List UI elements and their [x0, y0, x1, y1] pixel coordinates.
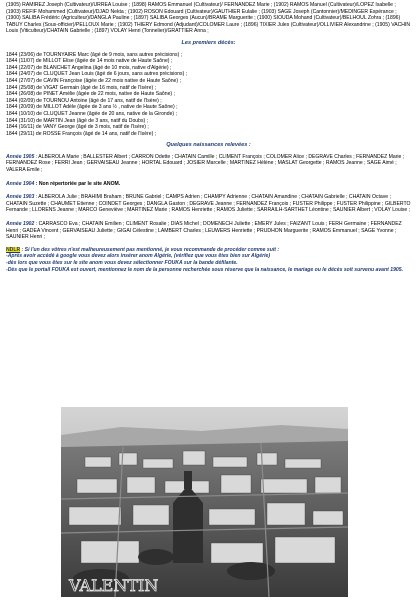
note-line: : Si l'un des vôtres n'est malheureusement pas mentionné, je vous recommande de procéder comme suit :	[20, 246, 280, 253]
year-label: Année 1904	[6, 180, 35, 187]
death-entry: 1844 (29/11) de ROSSE François (âgé de 14 ans, natif de l'Isère) ;	[6, 130, 157, 137]
births-text: : ALBEROLA Marie ; BALLESTER Albert ; CARRON Odette ; CHATAIN Camille ; CLIMENT François ; COLOMER Alice ; DEGRAVE Charles ; FERNANDEZ Marie ; FERNANDEZ Rose ; FERRI Jean ; GERVAISEAU Jeanne ; HORTAL Edouard ; JOSIER Marcelle ; MARTINEZ Hélène ; MASLAT Georgette ; RAMOS Jeanne ; SAGE Aimé ; VALERA Emile ;	[6, 153, 405, 174]
death-entry: 1844 (20/09) de MILLOT Adèle (âgée de 3 ans ½ , native de Haute Saône) ;	[6, 104, 178, 111]
births-paragraph-1904	[6, 181, 411, 188]
death-entry: 1844 (26/08) de PINET Amélie (âgée de 22 mois, native de Haute Saône) ;	[6, 91, 175, 98]
note-line: -dès lors que vous êtes sur le site anom vous devez sélectionner FOUKA sur la bande défilante.	[6, 260, 238, 266]
year-label: Année 1902	[6, 221, 35, 228]
marriages-list: (1905) RAMIREZ Joseph (Cultivateur)/URREA Louise ; (1898) RAMOS Emmanuel (Cultivateur)/ FERNANDEZ Marie ; (1902) RAMOS Manuel (Cultivateur)/LOPEZ Isabelle ; (1903) REFIF Mohammed (Cultivateur)/DJAD Nekta ; (1902) ROSON Edouard (Cultivateur)/GAUTHIER Eulalie ; (1903) SAGE Joseph (Cantonnier)/MEDINGER Espérance ; (1900) SALIBA Frédéric (Agriculteur)/DANGLA Pauline ; (1897) SALIBA Georges (Aucun)/BRAME Marguerite ; (1900) SIOUDA Mohand (Cultivateur)/BELHOUL Zohra ; (1896) TABUY Charles (Sous-officier)/PELLOUX Marie ; (1902) THIERY Edmond (Adjudant)/COLOMER Laure ; (1896) TIXIER Jules (Cultivateur)/OLLIVIER Alexandrine ; (1905) VACHIN Louis (Viticulteur)/CHATAIN Gabrielle ; (1897) VOLAY Henri (Tonnelier)/GRATTIER Anna ;	[6, 2, 411, 35]
aerial-town-photo	[61, 407, 348, 597]
death-entry: 1844 (10/10) de CLUQUET Jeanne (âgée de 20 ans, native de la Gironde) ;	[6, 110, 177, 117]
editor-note	[6, 247, 411, 273]
ndlr-label: NDLR	[6, 246, 21, 253]
death-entry: 1844 (16/11) de VANY George (âgé de 3 mois, natif de l'Isère) ;	[6, 124, 149, 131]
photo-watermark: VALENTIN	[69, 576, 159, 595]
year-label: Année 1905	[6, 153, 35, 160]
note-line: -Après avoir accédé à google vous devez alors insérer anom Algérie, (vérifiez que vous êtes bien sur Algérie)	[6, 253, 271, 260]
births-paragraph-1905	[6, 154, 411, 174]
deaths-heading: Les premiers décès:	[181, 39, 236, 46]
death-entry: 1844 (11/07) de MILLOT Elise (âgée de 14 mois native de Haute Saône) ;	[6, 58, 173, 65]
deaths-list	[6, 52, 411, 138]
death-entry: 1844 (25/08) de VIGAT Germain (âgé de 16 mois, natif de l'Isère) ;	[6, 84, 156, 91]
births-text: : CARRASCO Eva ; CHATAIN Emilien ; CLIMENT Rosalie ; DIAS Michel ; DOMENECH Juliette ; EMERY Jules ; FAIZANT Louis ; FERH Germaine ; FERNANDEZ Henri ; GADEA Vincent ; GERVAISEAU Juliette ; GIGAI Célestine ; LAMBERT Charles ; LEUWERS Henriette ; PRUDHON Marguerite ; RAMOS Emmanuel ; SAGE Yvonne ; SAUNIER Henri ;	[6, 221, 402, 241]
death-entry: 1844 (23/06) de TOURNYAIRE Marc (âgé de 9 mois, sans autres précisions) ;	[6, 51, 183, 58]
death-entry: 1844 (02/09) de TOURNOU Antoine (âgé de 17 ans, natif de l'Isère) ;	[6, 97, 162, 104]
death-entry: 1844 (31/10) de MARTIN Jean (âgé de 3 ans, natif du Doubs) ;	[6, 117, 149, 124]
births-paragraph-1902	[6, 221, 411, 241]
births-paragraph-1903	[6, 194, 411, 214]
births-text: : ALBEROLA Julie ; BRAHIMI Braham ; BRUNE Gabriel ; CAMPS Adrien ; CHAMPY Adrienne ; CHATAIN Amandine ; CHATAIN Gabrielle ; CHATAIN Octave ; CHATAIN Suzette ; CHAUMET Etienne ; COINDET Georges ; DANGLA Gaston ; DEGRAVE Jeanne ; FERNANDEZ François ; FUSTER Philippe ; FUSTER Philippine ; GILBERTO Fernande ; LLORENS Jeanne ; MARCO Geneviève ; MARTINEZ Marie ; RAMOS Henriette ; RAMOS Juliette ; SARRAILH-SARTHET Léontine ; SAUNIER Albert ; VOLAY Louise ;	[6, 194, 411, 214]
year-label: Année 1903	[6, 194, 35, 201]
death-entry: 1844 (22/07) de BLANCHET Angelina (âgé de 10 mois, native d'Algérie) ;	[6, 64, 172, 71]
births-heading: Quelques naissances relevées :	[166, 142, 251, 149]
note-line: -Dès que le portail FOUKA est ouvert, mentionnez le nom de la personne recherchée sous réserve que la naissance, le mariage ou le décès soit survenu avant 1905.	[6, 266, 403, 273]
births-text: : Non répertoriée par le site ANOM.	[34, 180, 121, 187]
document-page	[6, 2, 411, 273]
death-entry: 1844 (27/07) de CAVIN Françoise (âgée de 22 mois native de Haute Saône) ;	[6, 77, 181, 84]
death-entry: 1844 (24/07) de CLUQUET Jean Louis (âgé de 6 jours, sans autres précisions) ;	[6, 71, 188, 78]
